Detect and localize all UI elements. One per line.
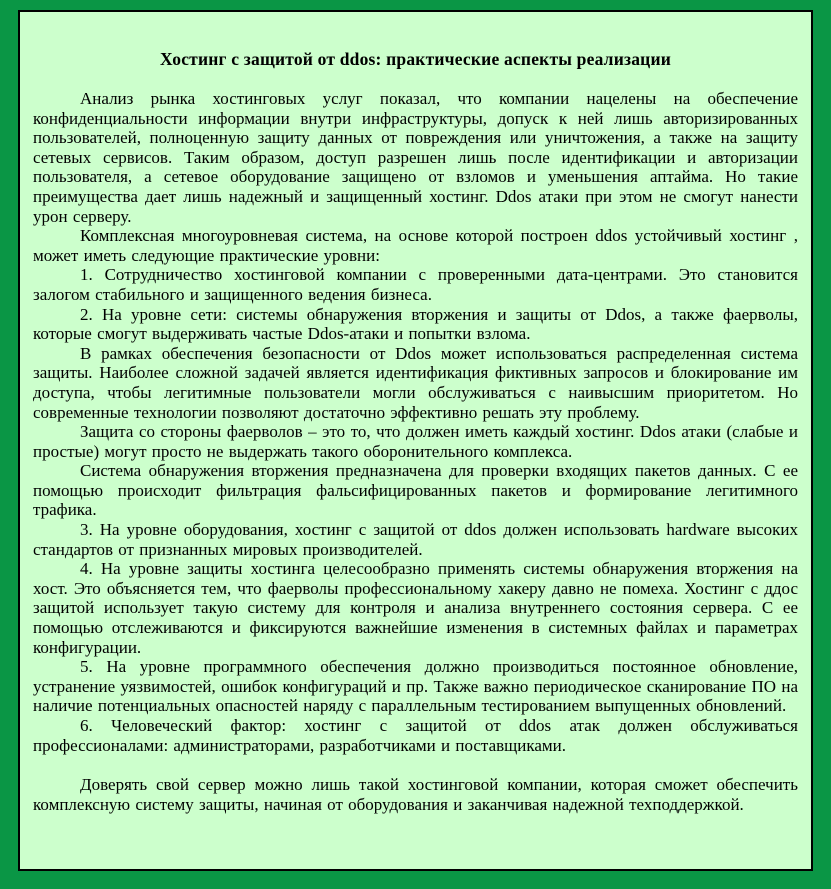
paragraph-level-6: 6. Человеческий фактор: хостинг с защитой от ddos атак должен обслуживаться профессионалами: администраторами, разработчиками и поставщиками. — [33, 716, 798, 755]
paragraph-level-1: 1. Сотрудничество хостинговой компании с проверенными дата-центрами. Это становится залогом стабильного и защищенного ведения бизнеса. — [33, 265, 798, 304]
paragraph-firewall: Защита со стороны фаерволов – это то, что должен иметь каждый хостинг. Ddos атаки (слабые и простые) могут просто не выдержать такого оборонительного комплекса. — [33, 422, 798, 461]
paragraph-levels-lead: Комплексная многоуровневая система, на основе которой построен ddos устойчивый хостинг , может иметь следующие практические уровни: — [33, 226, 798, 265]
paragraph-intrusion-detection: Система обнаружения вторжения предназначена для проверки входящих пакетов данных. С ее помощью происходит фильтрация фальсифицированных пакетов и формирование легитимного трафика. — [33, 461, 798, 520]
document-panel — [18, 10, 813, 871]
paragraph-level-3: 3. На уровне оборудования, хостинг с защитой от ddos должен использовать hardware высоких стандартов от признанных мировых производителей. — [33, 520, 798, 559]
paragraph-conclusion: Доверять свой сервер можно лишь такой хостинговой компании, которая сможет обеспечить комплексную систему защиты, начиная от оборудования и заканчивая надежной техподдержкой. — [33, 775, 798, 814]
paragraph-level-5: 5. На уровне программного обеспечения должно производиться постоянное обновление, устранение уязвимостей, ошибок конфигураций и пр. Также важно периодическое сканирование ПО на наличие потенциальных опасностей наряду с параллельным тестированием выпущенных обновлений. — [33, 657, 798, 716]
paragraph-level-2: 2. На уровне сети: системы обнаружения вторжения и защиты от Ddos, а также фаерволы, которые смогут выдерживать частые Ddos-атаки и попытки взлома. — [33, 304, 798, 344]
paragraph-level-4: 4. На уровне защиты хостинга целесообразно применять системы обнаружения вторжения на хост. Это объясняется тем, что фаерволы профессиональному хакеру давно не помеха. Хостинг с ддос защитой использует такую систему для контроля и анализа внутреннего состояния сервера. С ее помощью отслеживаются и фиксируются важнейшие изменения в системных файлах и параметрах конфигурации. — [33, 559, 798, 657]
paragraph-distributed-protection: В рамках обеспечения безопасности от Ddos может использоваться распределенная система защиты. Наиболее сложной задачей является идентификация фиктивных запросов и блокирование им доступа, чтобы легитимные пользователи могли обслуживаться с наивысшим приоритетом. Но современные технологии позволяют достаточно эффективно решать эту проблему. — [33, 343, 798, 422]
document-title: Хостинг с защитой от ddos: практические аспекты реализации — [159, 49, 672, 69]
paragraph-intro: Анализ рынка хостинговых услуг показал, что компании нацелены на обеспечение конфиденциальности информации внутри инфраструктуры, допуск к ней лишь авторизированных пользователей, полноценную защиту данных от повреждения или уничтожения, а также на защиту сетевых сервисов. Таким образом, доступ разрешен лишь после идентификации и авторизации пользователя, а сетевое оборудование защищено от взломов и уменьшения аптайма. Но такие преимущества дает лишь надежный и защищенный хостинг. Ddos атаки при этом не смогут нанести урон серверу. — [33, 89, 798, 226]
